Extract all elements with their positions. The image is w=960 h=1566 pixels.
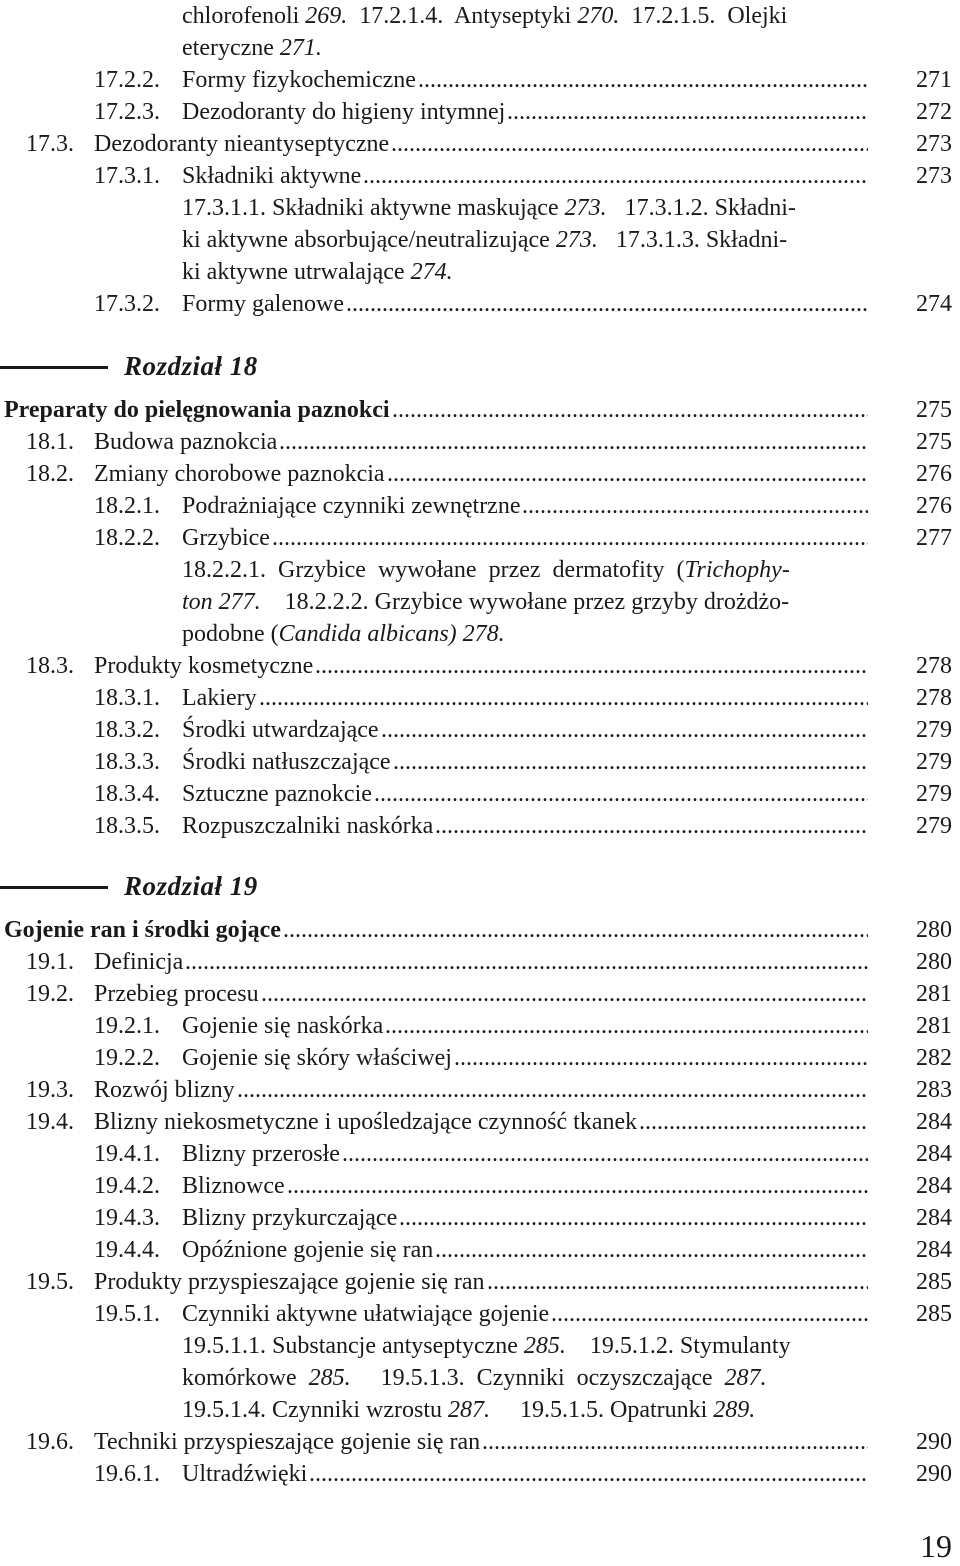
toc-dot-leader	[272, 522, 868, 554]
italic-text: 274.	[410, 259, 453, 285]
toc-subentries-text	[0, 224, 960, 256]
toc-entry	[0, 1266, 960, 1298]
toc-entry-title: Ultradźwięki	[182, 1461, 308, 1487]
inline-text: ki aktywne utrwalające	[182, 259, 411, 285]
toc-inline-text	[182, 554, 790, 586]
toc-entry	[0, 1202, 960, 1234]
toc-subentries-text	[0, 32, 960, 64]
toc-entry-number: 19.5.	[26, 1269, 74, 1295]
toc-entry-title: Składniki aktywne	[182, 163, 362, 189]
toc-entry-number: 19.2.	[26, 981, 74, 1007]
italic-text: Candida albicans) 278.	[278, 621, 505, 647]
toc-inline-text	[182, 32, 322, 64]
toc-subentries-text	[0, 1330, 960, 1362]
inline-text: 17.2.1.5. Olejki	[619, 3, 788, 29]
toc-entry	[0, 522, 960, 554]
inline-text: 19.5.1.3. Czynniki oczyszczające	[350, 1365, 725, 1391]
toc-entry-number: 19.4.1.	[94, 1141, 160, 1167]
toc-dot-leader	[482, 1426, 868, 1458]
toc-dot-leader	[279, 426, 868, 458]
inline-text: 17.3.1.3. Składni-	[597, 227, 788, 253]
toc-entry-title: Dezodoranty do higieny intymnej	[182, 99, 506, 125]
inline-text: 18.2.2.1. Grzybice wywołane przez dermatofity (	[182, 557, 685, 583]
toc-entry-page: 290	[916, 1461, 952, 1487]
inline-text: 18.2.2.2. Grzybice wywołane przez grzyby drożdżo-	[260, 589, 790, 615]
italic-text: ton 277.	[182, 589, 261, 615]
toc-entry-number: 17.3.2.	[94, 291, 160, 317]
toc-entry	[0, 778, 960, 810]
toc-entry	[0, 1170, 960, 1202]
toc-entry-title: Grzybice	[182, 525, 270, 551]
toc-dot-leader	[393, 746, 868, 778]
toc-entry-page: 285	[916, 1301, 952, 1327]
toc-entry-page: 279	[916, 749, 952, 775]
toc-entry	[0, 1106, 960, 1138]
toc-entry-title: Dezodoranty nieantyseptyczne	[94, 131, 390, 157]
toc-dot-leader	[315, 650, 868, 682]
toc-entry-title: Gojenie się skóry właściwej	[182, 1045, 452, 1071]
toc-entry	[0, 978, 960, 1010]
toc-inline-text	[182, 618, 505, 650]
toc-entry-page: 278	[916, 653, 952, 679]
toc-entry-title: Bliznowce	[182, 1173, 285, 1199]
toc-entry	[0, 1074, 960, 1106]
toc-entry	[0, 128, 960, 160]
toc-entry-page: 281	[916, 981, 952, 1007]
toc-entry-number: 19.2.1.	[94, 1013, 160, 1039]
toc-dot-leader	[381, 714, 868, 746]
toc-dot-leader	[309, 1458, 868, 1490]
toc-entry	[0, 914, 960, 946]
toc-entry-number: 19.4.	[26, 1109, 74, 1135]
toc-entry-page: 277	[916, 525, 952, 551]
toc-inline-text	[182, 192, 796, 224]
italic-text: 273.	[564, 195, 607, 221]
toc-entry-number: 18.3.5.	[94, 813, 160, 839]
chapter-19-label: Rozdział 19	[124, 871, 258, 901]
toc-entry-page: 279	[916, 781, 952, 807]
toc-entry-number: 18.1.	[26, 429, 74, 455]
toc-entry-page: 280	[916, 917, 952, 943]
toc-entry-page: 282	[916, 1045, 952, 1071]
toc-entry-page: 278	[916, 685, 952, 711]
toc-entry	[0, 160, 960, 192]
toc-entry-number: 19.5.1.	[94, 1301, 160, 1327]
inline-text: 19.5.1.1. Substancje antyseptyczne	[182, 1333, 524, 1359]
toc-entry-number: 19.1.	[26, 949, 74, 975]
toc-entry-number: 18.3.1.	[94, 685, 160, 711]
toc-entry-number: 18.3.4.	[94, 781, 160, 807]
toc-entry-number: 19.4.4.	[94, 1237, 160, 1263]
toc-entry	[0, 288, 960, 320]
inline-text: 17.2.1.4. Antyseptyki	[347, 3, 578, 29]
toc-subentries-text	[0, 192, 960, 224]
toc-entry-page: 276	[916, 493, 952, 519]
chapter-18-label: Rozdział 18	[124, 351, 258, 381]
toc-entry	[0, 394, 960, 426]
toc-dot-leader	[435, 810, 868, 842]
toc-entry	[0, 1010, 960, 1042]
toc-entry	[0, 1138, 960, 1170]
toc-entry-number: 18.2.2.	[94, 525, 160, 551]
toc-entry	[0, 426, 960, 458]
toc-dot-leader	[418, 64, 868, 96]
toc-entry-number: 17.3.	[26, 131, 74, 157]
toc-dot-leader	[287, 1170, 868, 1202]
toc-dot-leader	[522, 490, 868, 522]
toc-entry	[0, 650, 960, 682]
toc-entry	[0, 1426, 960, 1458]
italic-text: 285.	[308, 1365, 351, 1391]
toc-entry-number: 18.2.	[26, 461, 74, 487]
toc-subentries-text	[0, 256, 960, 288]
toc-dot-leader	[385, 1010, 868, 1042]
toc-subentries-text	[0, 1394, 960, 1426]
toc-entry	[0, 490, 960, 522]
inline-text: ki aktywne absorbujące/neutralizujące	[182, 227, 556, 253]
toc-entry-number: 18.3.3.	[94, 749, 160, 775]
toc-dot-leader	[261, 978, 868, 1010]
chapter-rule	[0, 366, 108, 369]
toc-entry-title: Definicja	[94, 949, 184, 975]
toc-entry	[0, 1234, 960, 1266]
toc-entry	[0, 1458, 960, 1490]
toc-inline-text	[182, 1330, 791, 1362]
italic-text: 285.	[523, 1333, 566, 1359]
italic-text: 270.	[577, 3, 620, 29]
toc-entry-page: 272	[916, 99, 952, 125]
toc-entry-title: Opóźnione gojenie się ran	[182, 1237, 434, 1263]
toc-entry-page: 284	[916, 1141, 952, 1167]
toc-entry-title: Blizny przykurczające	[182, 1205, 398, 1231]
toc-inline-text	[182, 586, 789, 618]
toc-dot-leader	[391, 128, 868, 160]
toc-dot-leader	[392, 394, 868, 426]
toc-entry-title: Lakiery	[182, 685, 257, 711]
toc-entry-page: 275	[916, 429, 952, 455]
toc-entry-title: Budowa paznokcia	[94, 429, 278, 455]
toc-dot-leader	[487, 1266, 868, 1298]
toc-subentries-text	[0, 0, 960, 32]
toc-entry-page: 284	[916, 1205, 952, 1231]
toc-entry-title: Blizny niekosmetyczne i upośledzające czynność tkanek	[94, 1109, 638, 1135]
toc-entry-page: 273	[916, 131, 952, 157]
toc-dot-leader	[283, 914, 868, 946]
toc-entry-page: 280	[916, 949, 952, 975]
italic-text: 271.	[279, 35, 322, 61]
toc-entry	[0, 1298, 960, 1330]
toc-dot-leader	[346, 288, 868, 320]
toc-dot-leader	[259, 682, 868, 714]
toc-entry-title: Formy galenowe	[182, 291, 344, 317]
italic-text: 289.	[713, 1397, 756, 1423]
toc-entry-title: Blizny przerosłe	[182, 1141, 340, 1167]
toc-entry-title: Gojenie ran i środki gojące	[4, 917, 281, 943]
toc-inline-text	[182, 224, 787, 256]
toc-entry-title: Produkty przyspieszające gojenie się ran	[94, 1269, 485, 1295]
toc-dot-leader	[363, 160, 868, 192]
toc-entry-page: 284	[916, 1173, 952, 1199]
toc-entry-title: Środki natłuszczające	[182, 749, 391, 775]
toc-entry-page: 275	[916, 397, 952, 423]
toc-dot-leader	[435, 1234, 868, 1266]
toc-entry-number: 18.3.	[26, 653, 74, 679]
toc-entry-number: 18.3.2.	[94, 717, 160, 743]
toc-subentries-text	[0, 586, 960, 618]
toc-inline-text	[182, 0, 787, 32]
page-number: 19	[920, 1528, 952, 1564]
toc-entry	[0, 64, 960, 96]
inline-text: 17.3.1.2. Składni-	[606, 195, 796, 221]
inline-text: 19.5.1.2. Stymulanty	[565, 1333, 791, 1359]
toc-entry-page: 281	[916, 1013, 952, 1039]
toc-entry	[0, 746, 960, 778]
inline-text: 19.5.1.4. Czynniki wzrostu	[182, 1397, 448, 1423]
toc-entry	[0, 714, 960, 746]
toc-entry-page: 276	[916, 461, 952, 487]
toc-entry-title: Techniki przyspieszające gojenie się ran	[94, 1429, 481, 1455]
toc-entry	[0, 96, 960, 128]
toc-dot-leader	[342, 1138, 868, 1170]
italic-text: 273.	[555, 227, 598, 253]
toc-entry-title: Czynniki aktywne ułatwiające gojenie	[182, 1301, 550, 1327]
toc-entry-number: 17.2.3.	[94, 99, 160, 125]
toc-dot-leader	[551, 1298, 868, 1330]
inline-text: komórkowe	[182, 1365, 309, 1391]
toc-entry-number: 18.2.1.	[94, 493, 160, 519]
toc-entry	[0, 1042, 960, 1074]
italic-text: Trichophy-	[684, 557, 790, 583]
toc-entry-page: 285	[916, 1269, 952, 1295]
toc-subentries-text	[0, 1362, 960, 1394]
toc-entry-title: Formy fizykochemiczne	[182, 67, 416, 93]
toc-dot-leader	[185, 946, 868, 978]
inline-text: chlorofenoli	[182, 3, 306, 29]
inline-text: eteryczne	[182, 35, 280, 61]
toc-entry-title: Rozpuszczalniki naskórka	[182, 813, 434, 839]
chapter-19-heading	[0, 866, 960, 906]
toc-dot-leader	[387, 458, 868, 490]
toc-entry-number: 19.2.2.	[94, 1045, 160, 1071]
toc-entry-number: 19.3.	[26, 1077, 74, 1103]
toc-entry	[0, 682, 960, 714]
toc-dot-leader	[454, 1042, 868, 1074]
toc-entry-title: Rozwój blizny	[94, 1077, 235, 1103]
toc-entry-page: 274	[916, 291, 952, 317]
chapter-rule	[0, 886, 108, 889]
toc-entry-title: Zmiany chorobowe paznokcia	[94, 461, 385, 487]
toc-entry-title: Sztuczne paznokcie	[182, 781, 372, 807]
chapter-18-heading	[0, 346, 960, 386]
toc-entry-number: 19.4.3.	[94, 1205, 160, 1231]
toc-entry	[0, 810, 960, 842]
toc-entry-page: 290	[916, 1429, 952, 1455]
toc-entry-page: 284	[916, 1109, 952, 1135]
toc-inline-text	[182, 256, 453, 288]
toc-entry-page: 279	[916, 813, 952, 839]
toc-entry-number: 19.6.1.	[94, 1461, 160, 1487]
toc-entry	[0, 458, 960, 490]
toc-entry-title: Gojenie się naskórka	[182, 1013, 384, 1039]
toc-entry-number: 19.6.	[26, 1429, 74, 1455]
toc-entry-number: 17.2.2.	[94, 67, 160, 93]
inline-text: 17.3.1.1. Składniki aktywne maskujące	[182, 195, 565, 221]
toc-entry-title: Podrażniające czynniki zewnętrzne	[182, 493, 521, 519]
italic-text: 287.	[724, 1365, 767, 1391]
toc-dot-leader	[374, 778, 868, 810]
toc-dot-leader	[399, 1202, 868, 1234]
toc-entry-number: 17.3.1.	[94, 163, 160, 189]
toc-entry-page: 279	[916, 717, 952, 743]
toc-entry-page: 271	[916, 67, 952, 93]
toc-inline-text	[182, 1362, 767, 1394]
toc-dot-leader	[507, 96, 868, 128]
toc-entry	[0, 946, 960, 978]
toc-entry-number: 19.4.2.	[94, 1173, 160, 1199]
toc-dot-leader	[639, 1106, 868, 1138]
toc-subentries-text	[0, 618, 960, 650]
toc-entry-page: 273	[916, 163, 952, 189]
italic-text: 269.	[305, 3, 348, 29]
toc-entry-title: Przebieg procesu	[94, 981, 259, 1007]
toc-inline-text	[182, 1394, 755, 1426]
toc-subentries-text	[0, 554, 960, 586]
toc-entry-title: Produkty kosmetyczne	[94, 653, 314, 679]
toc-dot-leader	[237, 1074, 868, 1106]
inline-text: 19.5.1.5. Opatrunki	[489, 1397, 714, 1423]
italic-text: 287.	[447, 1397, 490, 1423]
toc-entry-title: Środki utwardzające	[182, 717, 379, 743]
inline-text: podobne (	[182, 621, 279, 647]
toc-entry-page: 283	[916, 1077, 952, 1103]
toc-entry-page: 284	[916, 1237, 952, 1263]
toc-entry-title: Preparaty do pielęgnowania paznokci	[4, 397, 390, 423]
